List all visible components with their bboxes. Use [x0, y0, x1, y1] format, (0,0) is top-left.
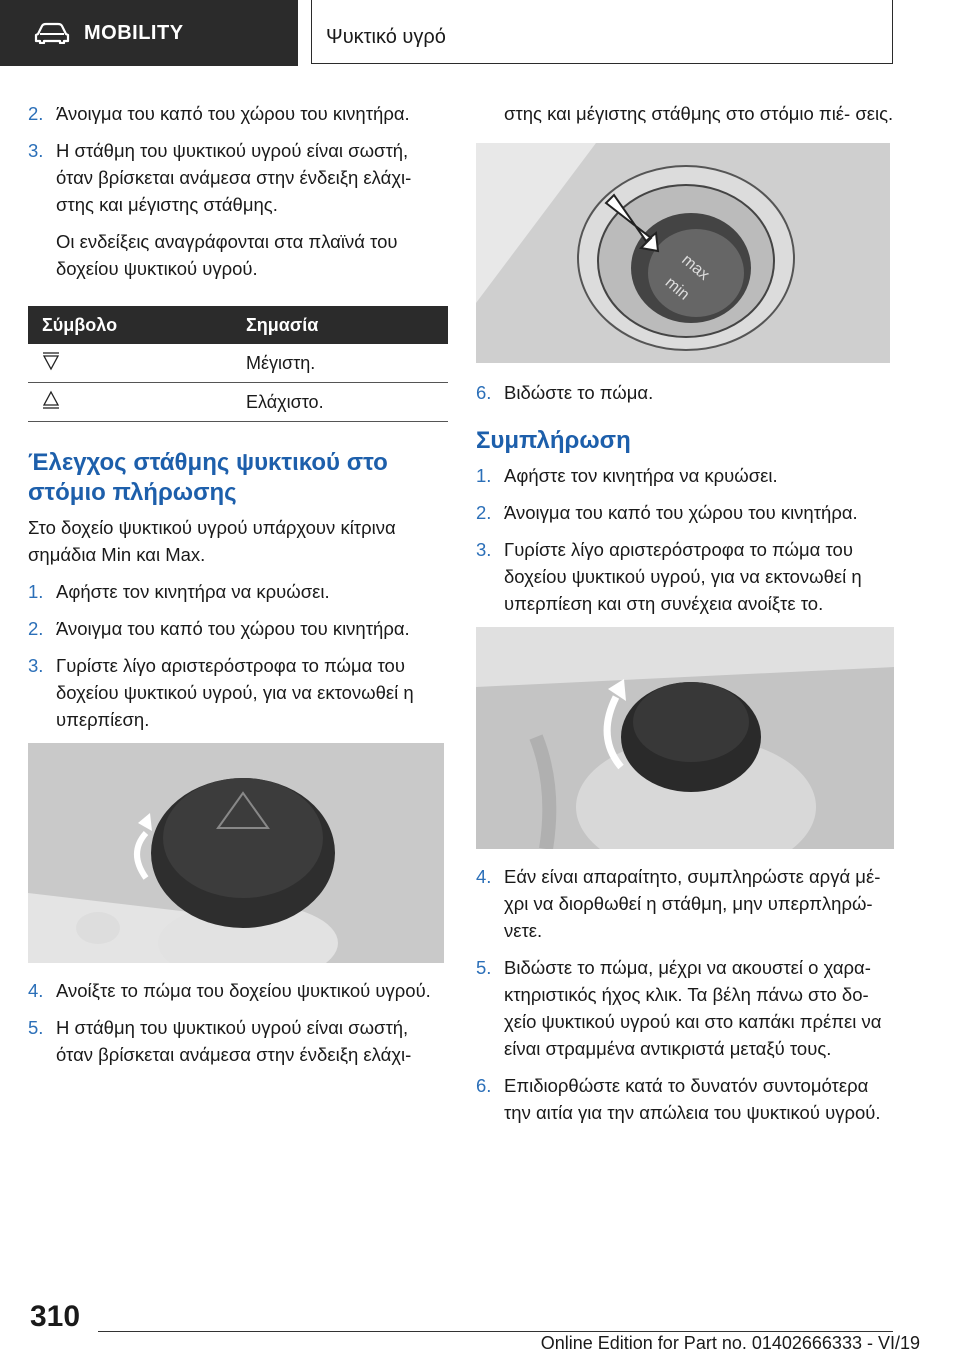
meaning-cell: Ελάχιστο.	[232, 383, 448, 422]
intro-text: Στο δοχείο ψυκτικού υγρού υπάρχουν κίτρινα σημάδια Min και Max.	[28, 517, 396, 565]
section-heading: Έλεγχος στάθμης ψυκτικού στο στόμιο πλήρωσης	[28, 449, 388, 506]
list-item: 4. Ανοίξτε το πώμα του δοχείου ψυκτικού υγρού.	[28, 980, 431, 1001]
max-triangle-icon	[42, 351, 60, 371]
list-item: 1. Αφήστε τον κινητήρα να κρυώσει.	[28, 581, 330, 602]
list-item: 1. Αφήστε τον κινητήρα να κρυώσει.	[476, 465, 778, 486]
edition-text: Online Edition for Part no. 01402666333 - VI/19	[540, 1333, 920, 1353]
list-item: 3. Η στάθμη του ψυκτικού υγρού είναι σωστή, όταν βρίσκεται ανάμεσα στην ένδειξη ελάχι- στης και μέγιστης στάθμης.	[28, 140, 412, 215]
continuation-text: στης και μέγιστης στάθμης στο στόμιο πιέ- σεις.	[504, 103, 894, 124]
topic-label: Ψυκτικό υγρό	[326, 26, 446, 48]
list-item: 5. Η στάθμη του ψυκτικού υγρού είναι σωστή, όταν βρίσκεται ανάμεσα στην ένδειξη ελάχι-	[28, 1017, 412, 1065]
left-column	[28, 100, 446, 1078]
list-item: 2. Άνοιγμα του καπό του χώρου του κινητήρα.	[28, 618, 410, 639]
note-text: Οι ενδείξεις αναγράφονται στα πλαϊνά του δοχείου ψυκτικού υγρού.	[56, 231, 398, 279]
section-label: MOBILITY	[84, 21, 184, 44]
table-row	[28, 344, 448, 383]
steps-list	[476, 379, 894, 406]
coolant-cap-photo	[28, 743, 444, 963]
min-triangle-icon	[42, 390, 60, 410]
list-item: 6. Βιδώστε το πώμα.	[476, 382, 654, 403]
table-header-meaning: Σημασία	[232, 306, 448, 344]
steps-list	[28, 578, 446, 733]
symbol-table	[28, 306, 448, 422]
right-column	[476, 100, 894, 1136]
photo-label-min: min	[661, 274, 693, 304]
filler-neck-photo	[476, 143, 890, 363]
table-row	[28, 383, 448, 422]
meaning-cell: Μέγιστη.	[232, 344, 448, 383]
section-heading: Συμπλήρωση	[476, 427, 631, 454]
list-item: 4. Εάν είναι απαραίτητο, συμπληρώστε αργά μέ- χρι να διορθωθεί η στάθμη, μην υπερπληρώ- νετε.	[476, 866, 881, 941]
section-tab	[0, 0, 298, 66]
steps-list	[28, 100, 446, 218]
car-icon	[34, 22, 70, 44]
list-item: 2. Άνοιγμα του καπό του χώρου του κινητήρα.	[28, 103, 410, 124]
list-item: 2. Άνοιγμα του καπό του χώρου του κινητήρα.	[476, 502, 858, 523]
page-number: 310	[30, 1300, 81, 1333]
list-item: 3. Γυρίστε λίγο αριστερόστροφα το πώμα του δοχείου ψυκτικού υγρού, για να εκτονωθεί η υπερπίεση και στη συνέχεια ανοίξτε το.	[476, 539, 862, 614]
footer-divider	[98, 1331, 893, 1332]
steps-list	[476, 863, 894, 1126]
photo-label-max: max	[678, 251, 713, 284]
list-item: 5. Βιδώστε το πώμα, μέχρι να ακουστεί ο χαρα- κτηριστικός ήχος κλικ. Τα βέλη πάνω στο δο- χείο ψυκτικού υγρού και στο καπάκι πρέπει να είναι στραμμένα αντικριστά μεταξύ τους.	[476, 957, 882, 1059]
steps-list	[476, 462, 894, 617]
list-item: 6. Επιδιορθώστε κατά το δυνατόν συντομότερα την αιτία για την απώλεια του ψυκτικού υγρού.	[476, 1075, 881, 1123]
list-item: 3. Γυρίστε λίγο αριστερόστροφα το πώμα του δοχείου ψυκτικού υγρού, για να εκτονωθεί η υπερπίεση.	[28, 655, 414, 730]
topic-box	[311, 0, 893, 64]
table-header-symbol: Σύμβολο	[28, 306, 232, 344]
reservoir-photo	[476, 627, 894, 849]
steps-list	[28, 977, 446, 1068]
